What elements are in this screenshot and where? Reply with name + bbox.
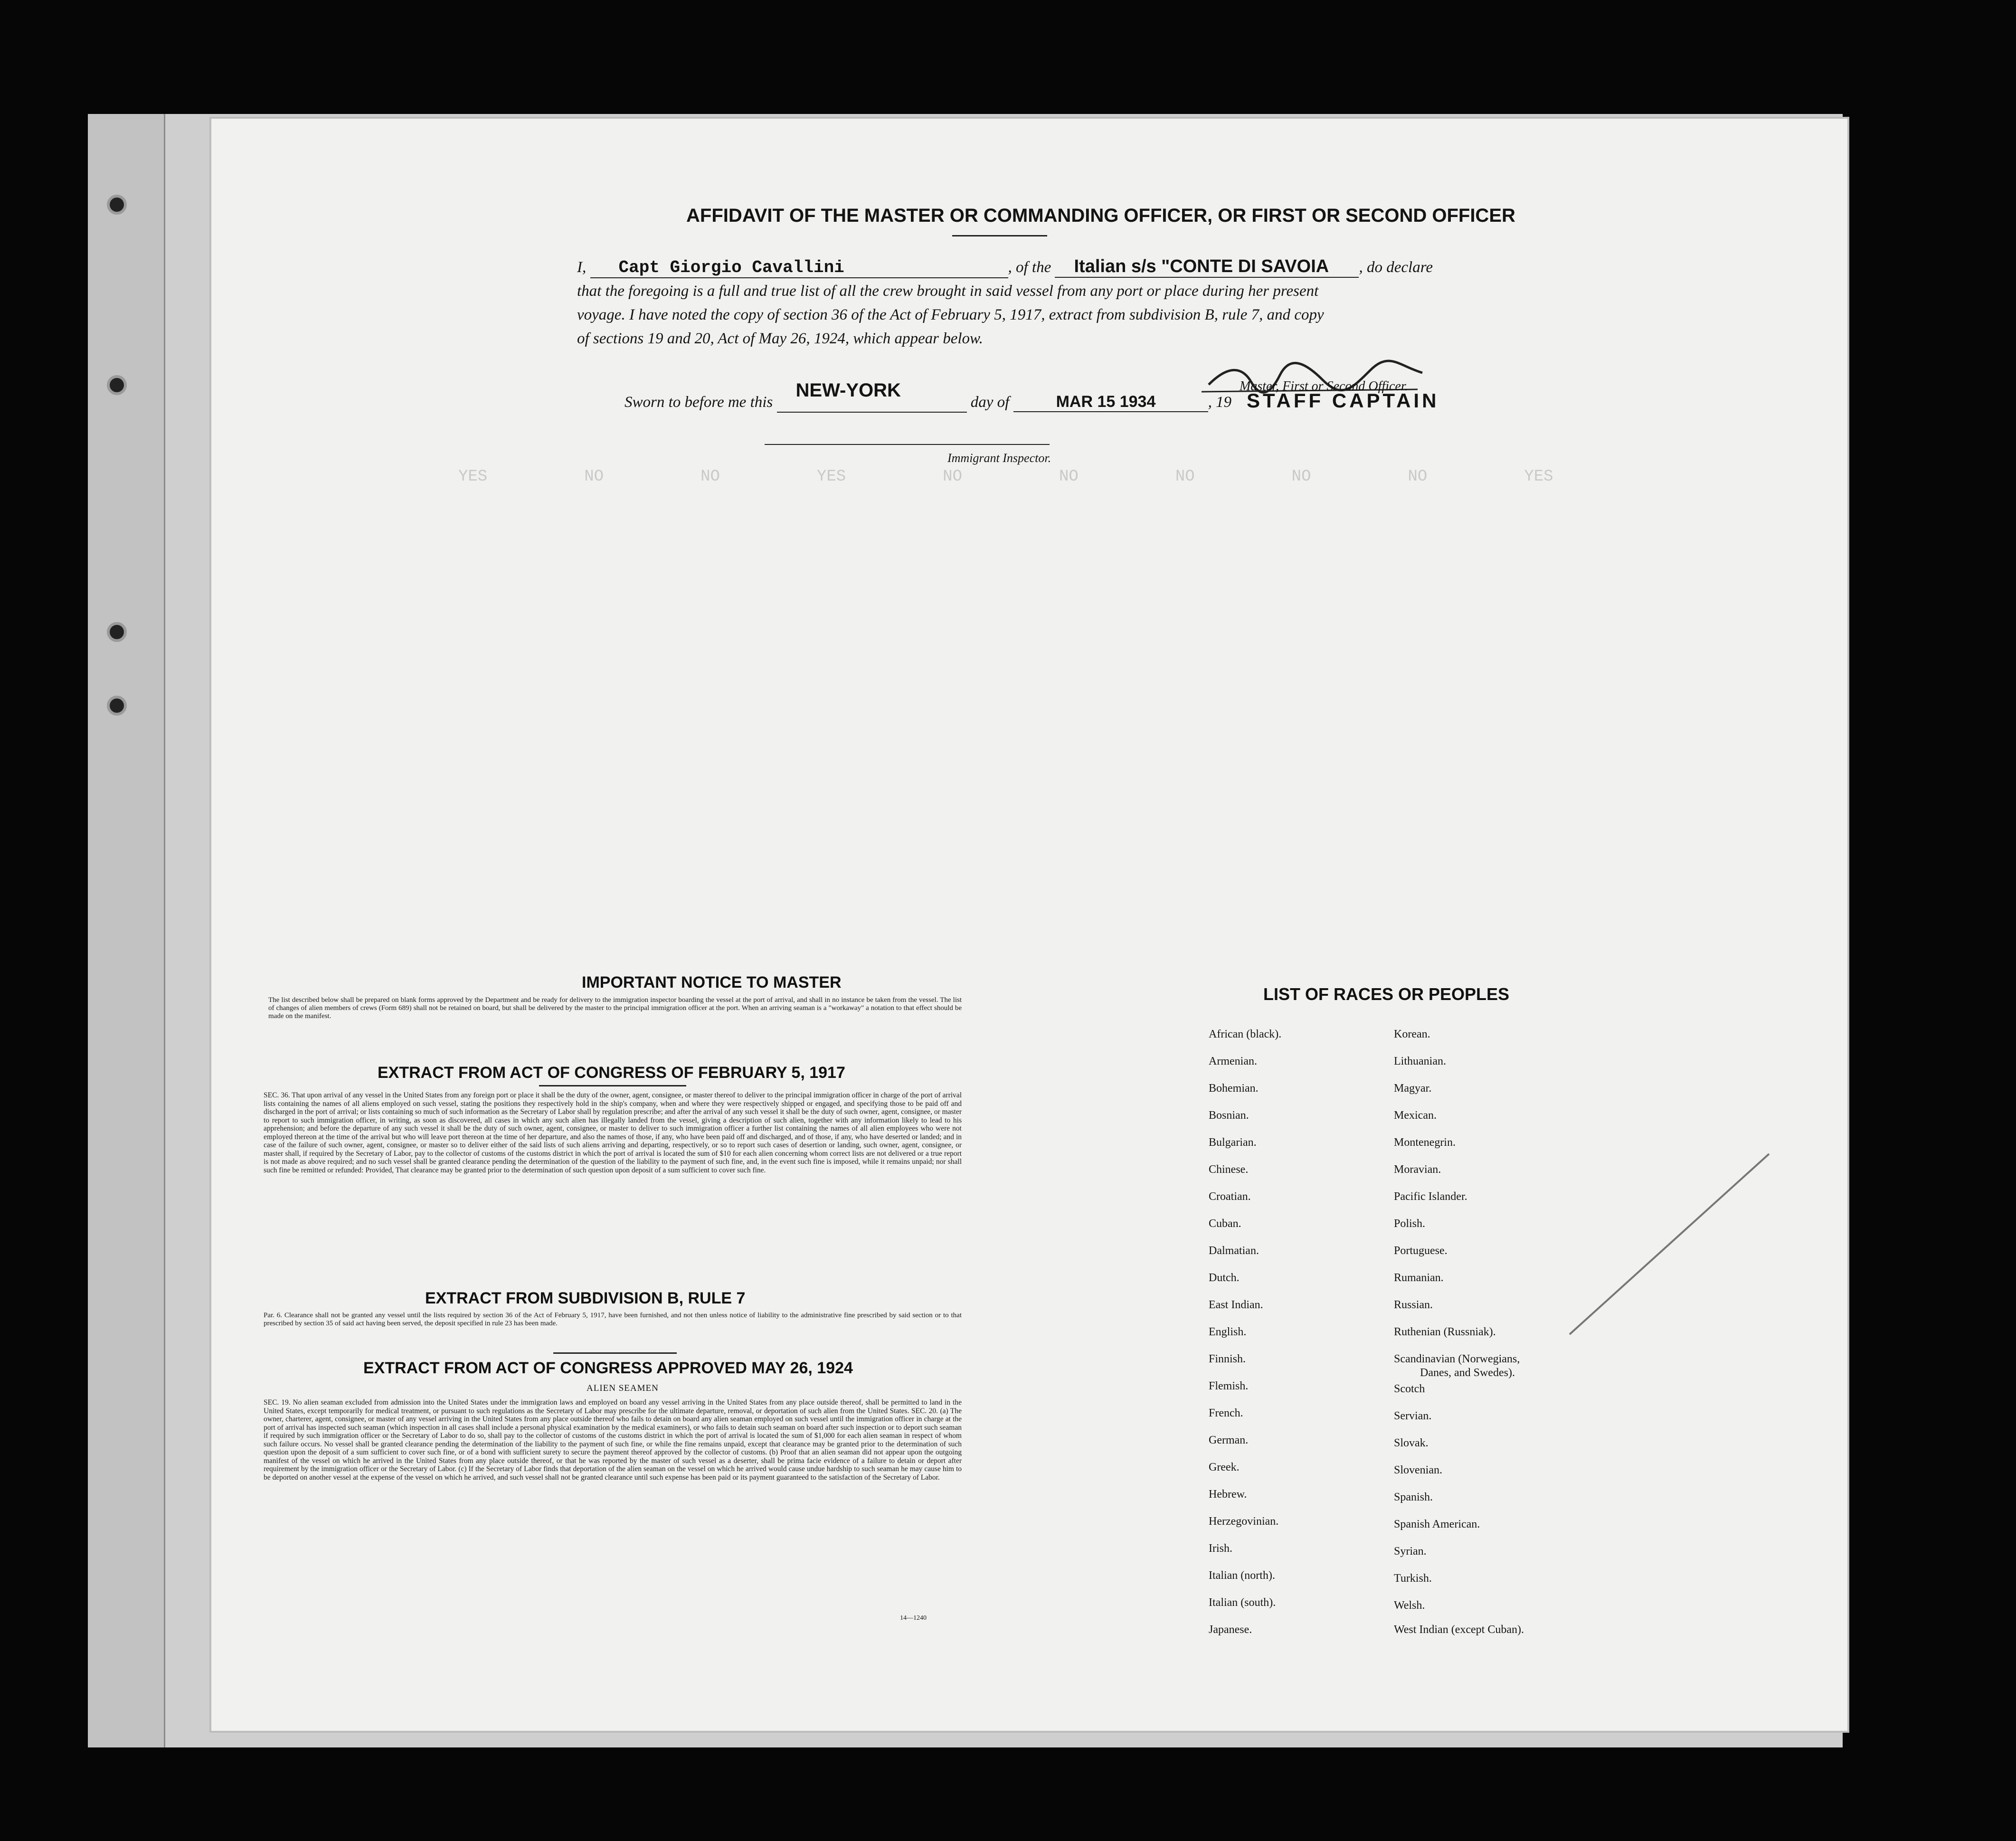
of-the-label: , of the (1008, 259, 1051, 276)
affidavit-page (211, 119, 1847, 1731)
title-rule (952, 235, 1047, 236)
race-item: Slovak. (1394, 1437, 1429, 1449)
affidavit-line-2: that the foregoing is a full and true list of all the crew brought in said vessel from any port or place during her present (577, 283, 1319, 300)
race-item: West Indian (except Cuban). (1394, 1624, 1524, 1636)
alien-seamen-subtitle: ALIEN SEAMEN (587, 1383, 659, 1393)
race-item: Finnish. (1209, 1353, 1246, 1365)
notice-title: IMPORTANT NOTICE TO MASTER (582, 973, 842, 991)
affidavit-line-1 (577, 256, 1433, 278)
race-item: Dutch. (1209, 1272, 1240, 1284)
race-item: Herzegovinian. (1209, 1515, 1279, 1528)
race-item: Rumanian. (1394, 1272, 1444, 1284)
extract-1924-body: SEC. 19. No alien seaman excluded from admission into the United States under the immigration laws and employed on board any vessel arriving in the United States from any place outside thereof, shall be permitted to land in the United States, except temporarily for medical treatment, or pursuant to such regulations as the Secretary of Labor may prescribe for the ultimate departure, removal, or deportation of such alien from the United States. SEC. 20. (a) The owner, charterer, agent, consignee, or master of any vessel arriving in the United States from any place outside thereof who fails to detain on board any alien seaman employed on such vessel until the immigration officer in charge at the port of arrival has inspected such seaman (which inspection in all cases shall include a personal physical examination by the medical examiners), or who fails to detain such seaman on board after such inspection or to deport such seaman if required by such immigration officer or the Secretary of Labor to do so, shall pay to the collector of customs of the customs district in which the port of arrival is located the sum of $1,000 for each alien seaman in respect of whom such failure occurs. No vessel shall be granted clearance pending the determination of the liability to the payment of such fine, or while the fine remains unpaid, except that clearance may be granted prior to the determination of such question upon the deposit of a sum sufficient to cover such fine, or of a bond with sufficient surety to secure the payment thereof approved by the collector of customs. (b) Proof that an alien seaman did not appear upon the outgoing manifest of the vessel on which he arrived in the United States from any place outside thereof, or that he was reported by the master of such vessel as a deserter, shall be prima facie evidence of a failure to detain or deport after requirement by the immigration officer or the Secretary of Labor. (c) If the Secretary of Labor finds that deportation of the alien seaman on the vessel on which he arrived would cause undue hardship to such seaman he may cause him to be deported on another vessel at the expense of the vessel on which he arrived, and such vessel shall not be granted clearance until such expense has been paid or its payment guaranteed to the satisfaction of the Secretary of Labor. (264, 1398, 962, 1482)
race-item: Bulgarian. (1209, 1136, 1257, 1149)
race-item: Welsh. (1394, 1599, 1425, 1612)
day-of-label: day of (970, 394, 1010, 411)
race-item: Chinese. (1209, 1163, 1249, 1176)
race-item: Lithuanian. (1394, 1055, 1446, 1067)
vessel-field (1055, 256, 1359, 278)
race-item: English. (1209, 1326, 1247, 1338)
subdivision-b-title: EXTRACT FROM SUBDIVISION B, RULE 7 (425, 1289, 746, 1307)
race-item: Italian (north). (1209, 1569, 1275, 1582)
race-item: Korean. (1394, 1028, 1430, 1040)
binder-hole (107, 622, 127, 642)
race-item: Cuban. (1209, 1218, 1241, 1230)
race-item: Scandinavian (Norwegians, (1394, 1353, 1520, 1365)
race-item: Montenegrin. (1394, 1136, 1456, 1149)
race-item: Spanish American. (1394, 1518, 1480, 1530)
race-item: Scotch (1394, 1383, 1425, 1395)
form-number: 14—1240 (900, 1614, 927, 1622)
extract-1917-title: EXTRACT FROM ACT OF CONGRESS OF FEBRUARY 5, 1917 (378, 1064, 845, 1082)
race-item: Italian (south). (1209, 1596, 1276, 1609)
binder-hole (107, 696, 127, 716)
subdivision-b-body: Par. 6. Clearance shall not be granted any vessel until the lists required by section 36 of the Act of February 5, 1917, have been furnished, and not then unless notice of liability to the administrative fine prescribed by said section or to that prescribed by section 35 of said act having been served, the deposit specified in rule 23 has been made. (264, 1312, 962, 1327)
race-item: Hebrew. (1209, 1488, 1247, 1501)
bleed-through-text: YES NO NO YES NO NO NO NO NO YES (458, 468, 1553, 486)
sworn-date: MAR 15 1934 (1056, 393, 1156, 411)
extract-1924-title: EXTRACT FROM ACT OF CONGRESS APPROVED MAY 26, 1924 (363, 1359, 853, 1377)
affidavit-title: AFFIDAVIT OF THE MASTER OR COMMANDING OFFICER, OR FIRST OR SECOND OFFICER (686, 205, 1515, 226)
inspector-caption: Immigrant Inspector. (947, 451, 1051, 465)
race-item: Mexican. (1394, 1109, 1437, 1122)
extract-1917-rule (539, 1085, 686, 1086)
sworn-line (625, 380, 1232, 413)
race-item: Spanish. (1394, 1491, 1433, 1503)
race-item: Flemish. (1209, 1380, 1249, 1392)
do-declare-label: , do declare (1359, 259, 1433, 276)
master-name-field (590, 258, 1008, 278)
race-item: East Indian. (1209, 1299, 1263, 1311)
races-title: LIST OF RACES OR PEOPLES (1263, 984, 1510, 1004)
sworn-place-field (777, 380, 967, 413)
year-prefix: , 19 (1208, 394, 1232, 411)
extract-1917-body: SEC. 36. That upon arrival of any vessel in the United States from any foreign port or place it shall be the duty of the owner, agent, consignee, or master thereof to deliver to the principal immigration officer in charge of the port of arrival lists containing the names of all aliens employed on such vessel, stating the positions they respectively hold in the ship's company, when and where they were respectively shipped or engaged, and specifying those to be paid off and discharged in the port of arrival; or lists containing so much of such information as the Secretary of Labor shall by regulation prescribe; and after the arrival of any such vessel it shall be the duty of such owner, agent, consignee, or master to report to such immigration officer, in writing, as soon as discovered, all cases in which any such alien has illegally landed from the vessel, giving a description of such alien, together with any information likely to lead to his apprehension; and before the departure of any such vessel it shall be the duty of such owner, agent, consignee, or master to deliver to such immigration officer a further list containing the names of all alien employees who were not employed thereon at the time of the arrival but who will leave port thereon at the time of her departure, and also the names of those, if any, who have been paid off and discharged, and of those, if any, who have deserted or landed; and in case of the failure of such owner, agent, consignee, or master so to deliver either of the said lists of such aliens arriving and departing, respectively, or so to report such cases of desertion or landing, such owner, agent, consignee, or master shall, if required by the Secretary of Labor, pay to the collector of customs of the customs district in which the port of arrival is located the sum of $10 for each alien concerning whom correct lists are not delivered or a true report is not made as above required; and no such vessel shall be granted clearance pending the determination of the question of the liability to the payment of such fine, and, in the event such fine is imposed, while it remains unpaid; nor shall such fine be remitted or refunded: Provided, That clearance may be granted prior to the determination of such question upon deposit of a sum sufficient to cover such fine. (264, 1091, 962, 1174)
inspector-rule (765, 444, 1050, 445)
race-item: Danes, and Swedes). (1420, 1367, 1515, 1379)
race-item: Irish. (1209, 1542, 1232, 1555)
date-field (1013, 393, 1208, 412)
race-item: Ruthenian (Russniak). (1394, 1326, 1496, 1338)
race-item: African (black). (1209, 1028, 1282, 1040)
race-item: German. (1209, 1434, 1249, 1446)
race-item: Magyar. (1394, 1082, 1432, 1095)
race-item: Syrian. (1394, 1545, 1427, 1558)
sworn-label: Sworn to before me this (625, 394, 773, 411)
affidavit-line-3: voyage. I have noted the copy of section 36 of the Act of February 5, 1917, extract from subdivision B, rule 7, and copy (577, 306, 1324, 323)
race-item: Dalmatian. (1209, 1245, 1259, 1257)
race-item: Turkish. (1394, 1572, 1432, 1585)
race-item: Greek. (1209, 1461, 1240, 1473)
affidavit-line-4: of sections 19 and 20, Act of May 26, 1924, which appear below. (577, 330, 983, 347)
race-item: Pacific Islander. (1394, 1190, 1467, 1203)
vessel-name: Italian s/s "CONTE DI SAVOIA (1074, 256, 1329, 276)
race-item: Armenian. (1209, 1055, 1257, 1067)
master-caption: Master, First or Second Officer. (1240, 379, 1408, 394)
notice-body: The list described below shall be prepared on blank forms approved by the Department and be ready for delivery to the immigration inspector boarding the vessel at the port of arrival, and shall in no instance be taken from the vessel. The list of changes of alien members of crews (Form 689) shall not be retained on board, but shall be delivered by the master to the principal immigration officer at the port. When an arriving seaman is a "workaway" a notation to that effect should be made on the manifest. (268, 996, 962, 1020)
binder-strip (88, 114, 165, 1747)
race-item: Servian. (1394, 1410, 1432, 1422)
race-item: Polish. (1394, 1218, 1426, 1230)
binder-hole (107, 195, 127, 215)
race-item: Bohemian. (1209, 1082, 1259, 1095)
race-item: Moravian. (1394, 1163, 1441, 1176)
race-item: Slovenian. (1394, 1464, 1442, 1476)
subdivision-b-rule (553, 1352, 677, 1354)
race-item: French. (1209, 1407, 1243, 1419)
binder-hole (107, 375, 127, 395)
i-label: I, (577, 259, 587, 276)
pencil-mark (1560, 1149, 1779, 1339)
sworn-place: NEW-YORK (795, 380, 901, 401)
staff-captain-stamp: STAFF CAPTAIN (1247, 389, 1439, 412)
race-item: Bosnian. (1209, 1109, 1249, 1122)
race-item: Portuguese. (1394, 1245, 1448, 1257)
master-name: Capt Giorgio Cavallini (618, 258, 844, 277)
race-item: Croatian. (1209, 1190, 1251, 1203)
race-item: Russian. (1394, 1299, 1433, 1311)
race-item: Japanese. (1209, 1624, 1252, 1636)
